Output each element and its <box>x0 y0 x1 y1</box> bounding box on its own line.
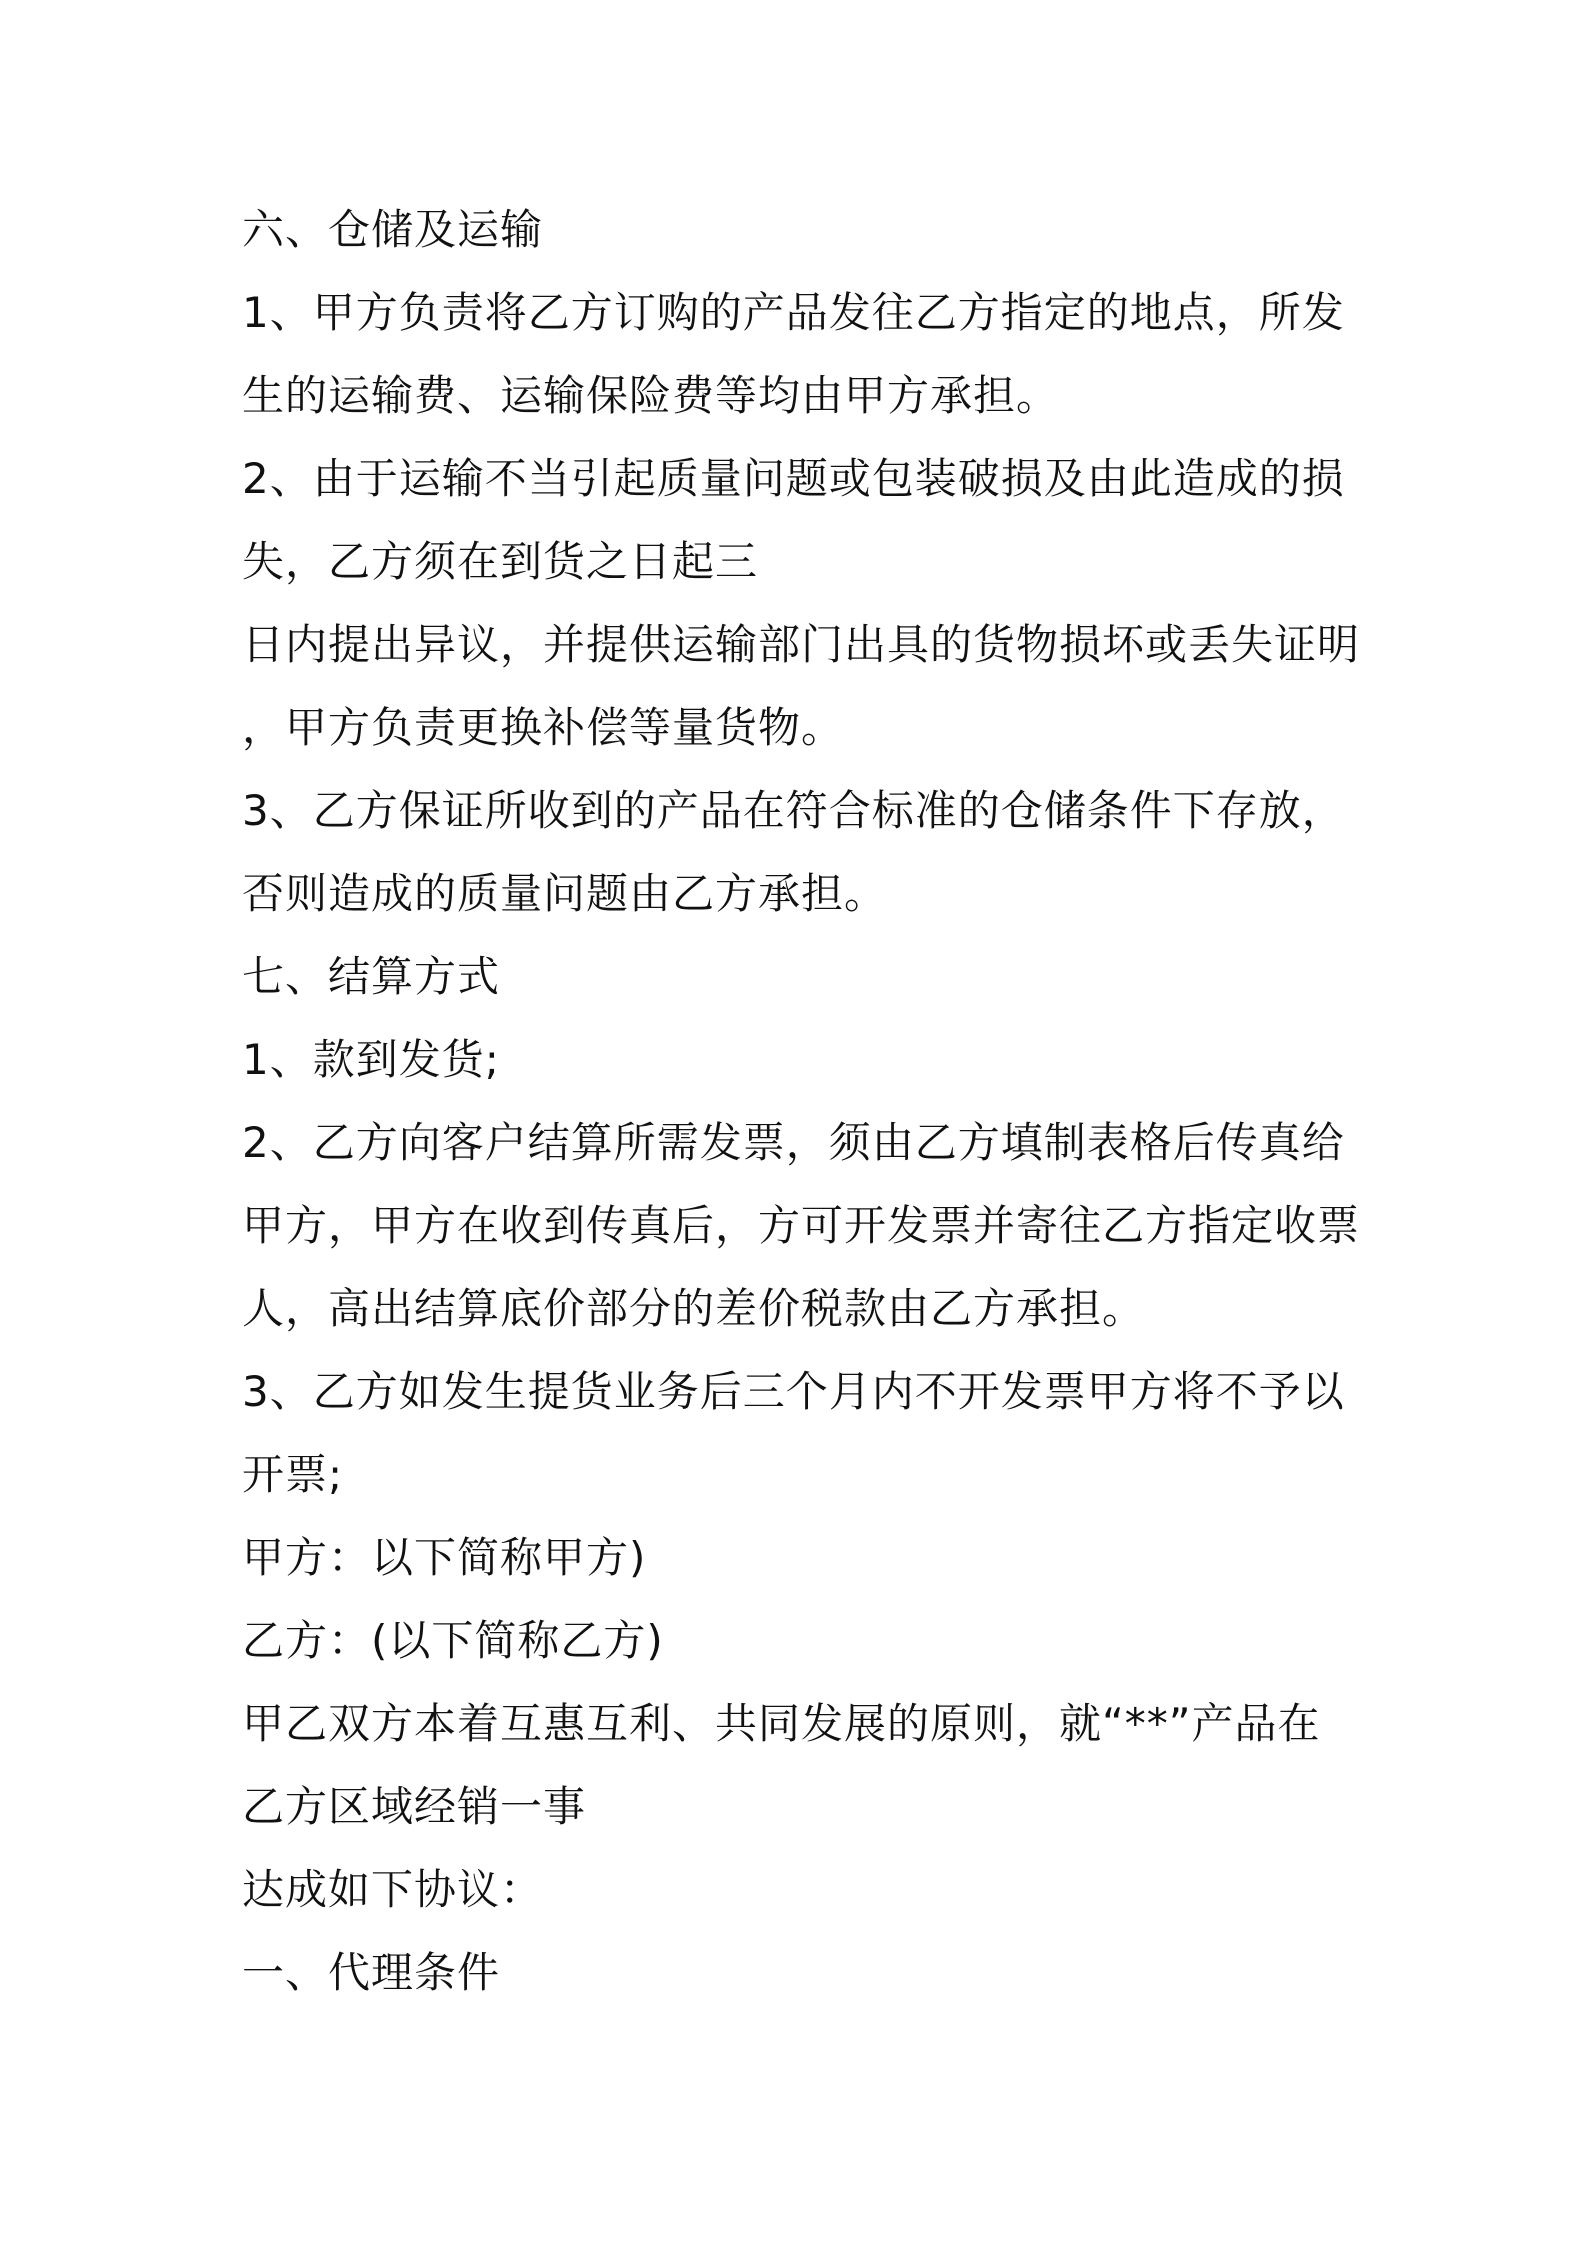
section-heading-agency-conditions: 一、代理条件 <box>242 1948 501 1997</box>
paragraph-line: 3、乙方如发生提货业务后三个月内不开发票甲方将不予以 <box>242 1367 1345 1416</box>
section-heading-settlement: 七、结算方式 <box>242 952 501 1001</box>
paragraph-line: 否则造成的质量问题由乙方承担。 <box>242 869 888 918</box>
paragraph-line: 甲方，甲方在收到传真后，方可开发票并寄往乙方指定收票 <box>242 1201 1361 1250</box>
paragraph-line: 日内提出异议，并提供运输部门出具的货物损坏或丢失证明 <box>242 620 1361 669</box>
paragraph-line: 2、由于运输不当引起质量问题或包装破损及由此造成的损 <box>242 454 1345 503</box>
paragraph-line: 2、乙方向客户结算所需发票，须由乙方填制表格后传真给 <box>242 1118 1345 1167</box>
party-a-line: 甲方：以下简称甲方) <box>242 1533 647 1582</box>
section-heading-storage-transport: 六、仓储及运输 <box>242 205 544 254</box>
paragraph-line: 乙方区域经销一事 <box>242 1782 587 1831</box>
paragraph-line: 达成如下协议： <box>242 1865 544 1914</box>
paragraph-line: 1、甲方负责将乙方订购的产品发往乙方指定的地点，所发 <box>242 288 1345 337</box>
paragraph-line: 生的运输费、运输保险费等均由甲方承担。 <box>242 371 1060 420</box>
paragraph-line: 开票; <box>242 1450 344 1499</box>
paragraph-line: 3、乙方保证所收到的产品在符合标准的仓储条件下存放， <box>242 786 1345 835</box>
paragraph-line: 1、款到发货; <box>242 1035 500 1084</box>
paragraph-line: ，甲方负责更换补偿等量货物。 <box>242 703 845 752</box>
paragraph-line: 人，高出结算底价部分的差价税款由乙方承担。 <box>242 1284 1146 1333</box>
party-b-line: 乙方：(以下简称乙方) <box>242 1616 664 1665</box>
paragraph-line: 甲乙双方本着互惠互利、共同发展的原则，就“**”产品在 <box>242 1699 1321 1748</box>
paragraph-line: 失，乙方须在到货之日起三 <box>242 537 759 586</box>
